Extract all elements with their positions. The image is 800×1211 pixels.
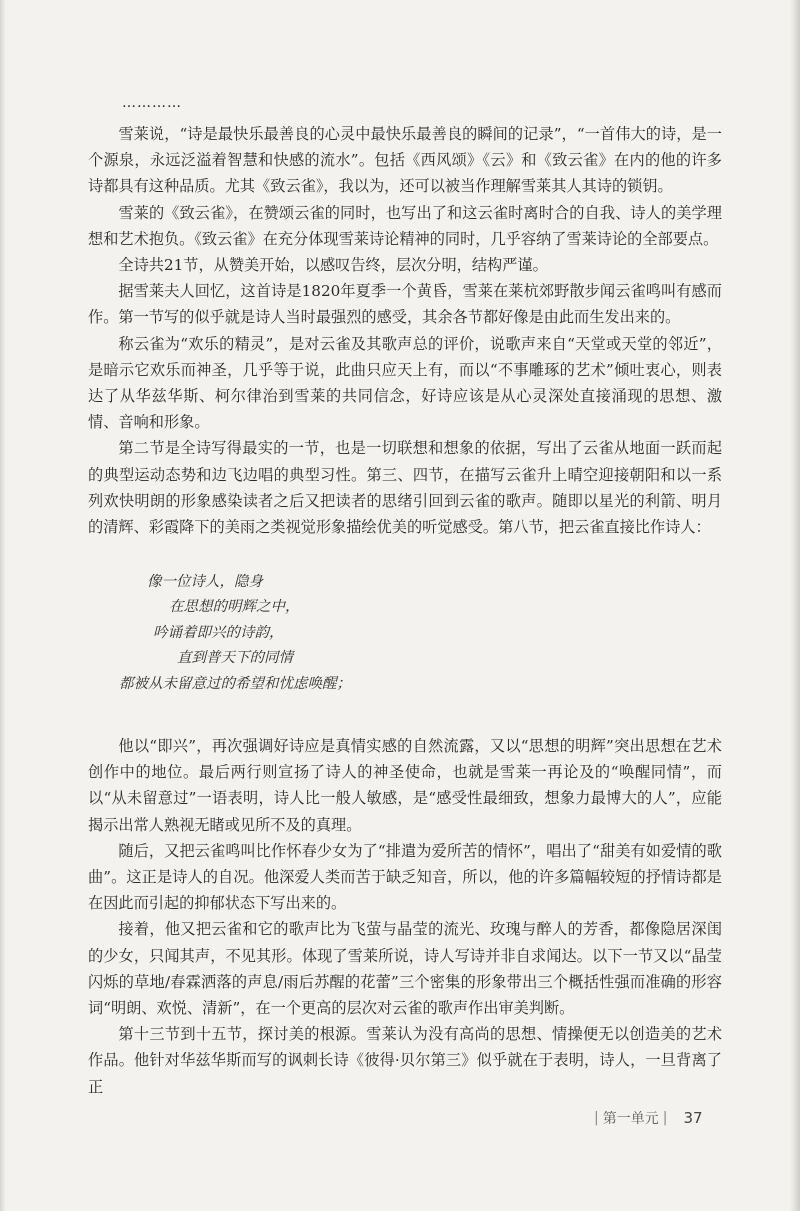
- poem-line: 都被从未留意过的希望和忧虑唤醒；: [119, 675, 351, 692]
- paragraph: 随后，又把云雀鸣叫比作怀春少女为了“排遣为爱所苦的情怀”，唱出了“甜美有如爱情的歌曲”。这正是诗人的自况。他深爱人类而苦于缺乏知音，所以，他的许多篇幅较短的抒情诗都是在因此而引起的抑郁状态下写出来的。: [88, 841, 722, 913]
- poem-line: 直到普天下的同情: [177, 650, 293, 667]
- paragraph: 接着，他又把云雀和它的歌声比为飞萤与晶莹的流光、玫瑰与醉人的芳香，都像隐居深闺的少女，只闻其声，不见其形。体现了雪莱所说，诗人写诗并非自求闻达。以下一节又以“晶莹闪烁的草地/春霖洒落的声息/雨后苏醒的花蕾”三个密集的形象带出三个概括性强而准确的形容词“明朗、欢悦、清新”，在一个更高的层次对云雀的歌声作出审美判断。: [88, 920, 722, 1018]
- footer-separator-left: |: [594, 1110, 599, 1126]
- page-number: 37: [683, 1109, 703, 1127]
- poem-quote: [119, 570, 351, 697]
- paragraph: 雪莱说，“诗是最快乐最善良的心灵中最快乐最善良的瞬间的记录”，“一首伟大的诗，是一个源泉，永远泛溢着智慧和快感的流水”。包括《西风颂》《云》和《致云雀》在内的他的许多诗都具有这种品质。尤其《致云雀》，我以为，还可以被当作理解雪莱其人其诗的锁钥。: [88, 125, 722, 196]
- paragraph: 他以“即兴”，再次强调好诗应是真情实感的自然流露，又以“思想的明辉”突出思想在艺术创作中的地位。最后两行则宣扬了诗人的神圣使命，也就是雪莱一再论及的“唤醒同情”，而以“从未留意过”一语表明，诗人比一般人敏感，是“感受性最细致，想象力最博大的人”，应能揭示出常人熟视无睹或见所不及的真理。: [88, 737, 722, 834]
- page-edge-shadow-right: [790, 0, 800, 1211]
- omission-ellipsis: …………: [122, 95, 182, 111]
- poem-line: 像一位诗人，隐身: [147, 574, 263, 590]
- paragraph: 第十三节到十五节，探讨美的根源。雪莱认为没有高尚的思想、情操便无以创造美的艺术作品。他针对华兹华斯而写的讽刺长诗《彼得·贝尔第三》似乎就在于表明，诗人，一旦背离了正: [88, 1025, 722, 1096]
- paragraph: 第二节是全诗写得最实的一节，也是一切联想和想象的依据，写出了云雀从地面一跃而起的典型运动态势和边飞边唱的典型习性。第三、四节，在描写云雀升上晴空迎接朝阳和以一系列欢快明朗的形象感染读者之后又把读者的思绪引回到云雀的歌声。随即以星光的利箭、明月的清辉、彩霞降下的美雨之类视觉形象描绘优美的听觉感受。第八节，把云雀直接比作诗人：: [88, 439, 722, 537]
- page-edge-shadow-left: [0, 0, 6, 1211]
- paragraph: 全诗共21节，从赞美开始，以感叹告终，层次分明，结构严谨。: [118, 256, 548, 275]
- footer-unit-label: 第一单元: [602, 1111, 659, 1127]
- paragraph: 据雪莱夫人回忆，这首诗是1820年夏季一个黄昏，雪莱在莱杭郊野散步闻云雀鸣叫有感而作。第一节写的似乎就是诗人当时最强烈的感受，其余各节都好像是由此而生发出来的。: [88, 282, 722, 327]
- poem-line: 在思想的明辉之中，: [169, 599, 300, 616]
- page-footer: [590, 1108, 703, 1128]
- poem-line: 吟诵着即兴的诗韵，: [153, 624, 284, 641]
- body-text-lower: [88, 733, 722, 1100]
- paragraph: 雪莱的《致云雀》，在赞颂云雀的同时，也写出了和这云雀时离时合的自我、诗人的美学理想和艺术抱负。《致云雀》在充分体现雪莱诗论精神的同时，几乎容纳了雪莱诗论的全部要点。: [88, 203, 722, 248]
- paragraph: 称云雀为“欢乐的精灵”，是对云雀及其歌声总的评价，说歌声来自“天堂或天堂的邻近”，是暗示它欢乐而神圣，几乎等于说，此曲只应天上有，而以“不事雕琢的艺术”倾吐衷心，则表达了从华兹华斯、柯尔律治到雪莱的共同信念，好诗应该是从心灵深处直接涌现的思想、激情、音响和形象。: [88, 334, 722, 432]
- body-text-upper: [88, 121, 722, 540]
- footer-separator-right: |: [662, 1110, 668, 1126]
